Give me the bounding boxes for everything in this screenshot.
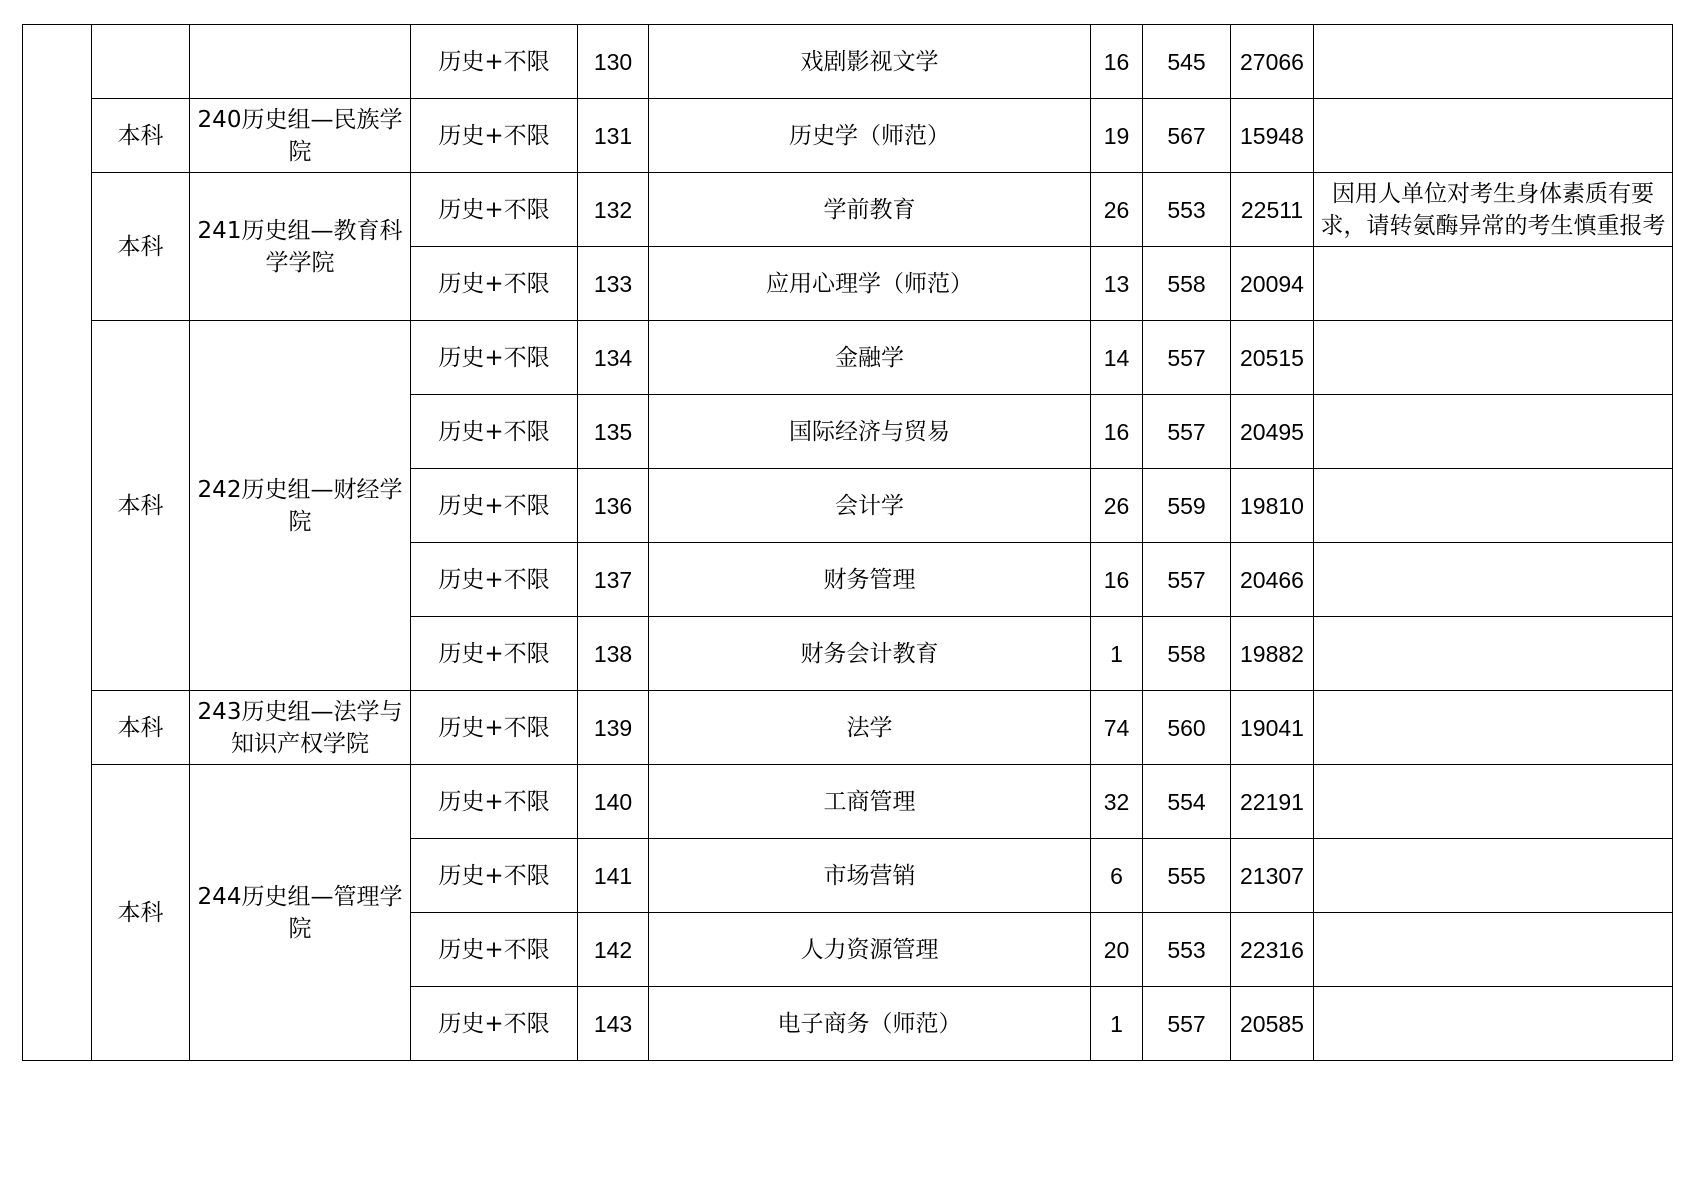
min-score-cell: 567: [1143, 99, 1231, 173]
remark-cell: [1314, 173, 1673, 247]
min-score-cell: 560: [1143, 691, 1231, 765]
major-name-cell: 学前教育: [649, 173, 1091, 247]
subject-requirement-cell: 历史+不限: [411, 543, 578, 617]
table-row: [23, 321, 1673, 395]
plan-count-cell: 19: [1091, 99, 1143, 173]
major-name-cell: 工商管理: [649, 765, 1091, 839]
level-cell: 本科: [92, 173, 190, 321]
remark-cell: [1314, 913, 1673, 987]
major-code-cell: 141: [578, 839, 649, 913]
remark-line: 求，请转氨酶异常的考生慎重报考: [1320, 212, 1666, 239]
min-rank-cell: 20585: [1231, 987, 1314, 1061]
min-rank-cell: 22511: [1231, 173, 1314, 247]
remark-cell: [1314, 987, 1673, 1061]
major-code-cell: 143: [578, 987, 649, 1061]
major-code-cell: 131: [578, 99, 649, 173]
min-score-cell: 557: [1143, 395, 1231, 469]
major-code-cell: 135: [578, 395, 649, 469]
subject-requirement-cell: 历史+不限: [411, 247, 578, 321]
subject-requirement-cell: 历史+不限: [411, 987, 578, 1061]
min-rank-cell: 19810: [1231, 469, 1314, 543]
table-row: [23, 691, 1673, 765]
remark-cell: [1314, 839, 1673, 913]
subject-requirement-cell: 历史+不限: [411, 395, 578, 469]
major-code-cell: 132: [578, 173, 649, 247]
major-code-cell: 130: [578, 25, 649, 99]
subject-requirement-cell: 历史+不限: [411, 469, 578, 543]
group-name-cell: 240历史组—民族学院: [190, 99, 411, 173]
min-score-cell: 559: [1143, 469, 1231, 543]
subject-requirement-cell: 历史+不限: [411, 617, 578, 691]
plan-count-cell: 16: [1091, 395, 1143, 469]
min-score-cell: 558: [1143, 617, 1231, 691]
min-rank-cell: 20515: [1231, 321, 1314, 395]
table-row: [23, 99, 1673, 173]
min-rank-cell: 19882: [1231, 617, 1314, 691]
subject-requirement-cell: 历史+不限: [411, 321, 578, 395]
major-name-cell: 市场营销: [649, 839, 1091, 913]
min-score-cell: 554: [1143, 765, 1231, 839]
table-body: [23, 25, 1673, 1061]
subject-requirement-cell: 历史+不限: [411, 839, 578, 913]
subject-requirement-cell: 历史+不限: [411, 25, 578, 99]
remark-cell: [1314, 469, 1673, 543]
min-score-cell: 545: [1143, 25, 1231, 99]
plan-count-cell: 32: [1091, 765, 1143, 839]
min-score-cell: 553: [1143, 173, 1231, 247]
min-score-cell: 557: [1143, 543, 1231, 617]
plan-count-cell: 20: [1091, 913, 1143, 987]
major-name-cell: 会计学: [649, 469, 1091, 543]
plan-count-cell: 16: [1091, 25, 1143, 99]
group-name-cell: [190, 25, 411, 99]
group-name-cell: 243历史组—法学与知识产权学院: [190, 691, 411, 765]
major-code-cell: 138: [578, 617, 649, 691]
min-rank-cell: 20094: [1231, 247, 1314, 321]
subject-requirement-cell: 历史+不限: [411, 173, 578, 247]
min-score-cell: 557: [1143, 987, 1231, 1061]
remark-cell: [1314, 247, 1673, 321]
major-code-cell: 136: [578, 469, 649, 543]
remark-cell: [1314, 99, 1673, 173]
major-code-cell: 137: [578, 543, 649, 617]
table-row: [23, 25, 1673, 99]
min-score-cell: 558: [1143, 247, 1231, 321]
plan-count-cell: 26: [1091, 469, 1143, 543]
min-rank-cell: 21307: [1231, 839, 1314, 913]
group-name-cell: 242历史组—财经学院: [190, 321, 411, 691]
plan-count-cell: 74: [1091, 691, 1143, 765]
major-name-cell: 金融学: [649, 321, 1091, 395]
min-rank-cell: 20495: [1231, 395, 1314, 469]
major-code-cell: 140: [578, 765, 649, 839]
major-name-cell: 历史学（师范）: [649, 99, 1091, 173]
min-rank-cell: 27066: [1231, 25, 1314, 99]
remark-cell: [1314, 321, 1673, 395]
remark-cell: [1314, 395, 1673, 469]
min-score-cell: 557: [1143, 321, 1231, 395]
major-code-cell: 133: [578, 247, 649, 321]
major-name-cell: 应用心理学（师范）: [649, 247, 1091, 321]
remark-cell: [1314, 543, 1673, 617]
major-name-cell: 电子商务（师范）: [649, 987, 1091, 1061]
min-score-cell: 555: [1143, 839, 1231, 913]
level-cell: 本科: [92, 99, 190, 173]
admission-plan-table: [22, 24, 1673, 1061]
subject-requirement-cell: 历史+不限: [411, 765, 578, 839]
min-rank-cell: 22191: [1231, 765, 1314, 839]
min-rank-cell: 19041: [1231, 691, 1314, 765]
table-row: [23, 173, 1673, 247]
remark-cell: [1314, 617, 1673, 691]
level-cell: [92, 25, 190, 99]
plan-count-cell: 1: [1091, 617, 1143, 691]
plan-count-cell: 6: [1091, 839, 1143, 913]
remark-line: 因用人单位对考生身体素质有要: [1332, 180, 1654, 207]
subject-requirement-cell: 历史+不限: [411, 99, 578, 173]
major-name-cell: 法学: [649, 691, 1091, 765]
min-rank-cell: 15948: [1231, 99, 1314, 173]
min-rank-cell: 22316: [1231, 913, 1314, 987]
min-rank-cell: 20466: [1231, 543, 1314, 617]
remark-cell: [1314, 25, 1673, 99]
subject-requirement-cell: 历史+不限: [411, 691, 578, 765]
group-name-cell: 244历史组—管理学院: [190, 765, 411, 1061]
plan-count-cell: 1: [1091, 987, 1143, 1061]
major-name-cell: 财务管理: [649, 543, 1091, 617]
left-edge-cell: [23, 25, 92, 1061]
level-cell: 本科: [92, 691, 190, 765]
subject-requirement-cell: 历史+不限: [411, 913, 578, 987]
min-score-cell: 553: [1143, 913, 1231, 987]
major-name-cell: 国际经济与贸易: [649, 395, 1091, 469]
remark-cell: [1314, 765, 1673, 839]
major-name-cell: 戏剧影视文学: [649, 25, 1091, 99]
major-name-cell: 财务会计教育: [649, 617, 1091, 691]
level-cell: 本科: [92, 765, 190, 1061]
plan-count-cell: 26: [1091, 173, 1143, 247]
major-code-cell: 142: [578, 913, 649, 987]
plan-count-cell: 16: [1091, 543, 1143, 617]
plan-count-cell: 13: [1091, 247, 1143, 321]
remark-cell: [1314, 691, 1673, 765]
major-code-cell: 139: [578, 691, 649, 765]
group-name-cell: 241历史组—教育科学学院: [190, 173, 411, 321]
table-row: [23, 765, 1673, 839]
major-name-cell: 人力资源管理: [649, 913, 1091, 987]
plan-count-cell: 14: [1091, 321, 1143, 395]
level-cell: 本科: [92, 321, 190, 691]
major-code-cell: 134: [578, 321, 649, 395]
